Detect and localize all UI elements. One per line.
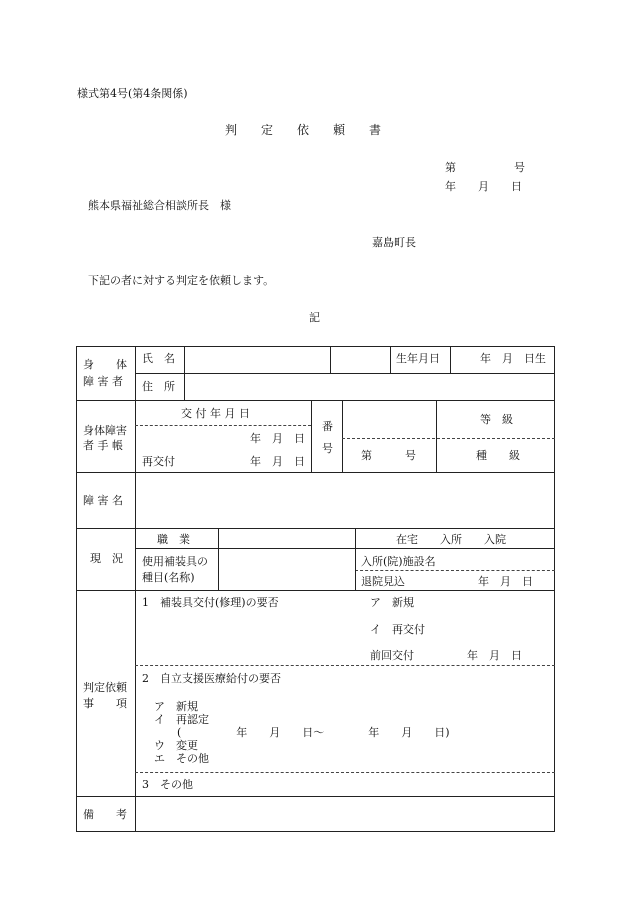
item2-period: ( 年 月 日～ 年 月 日): [177, 726, 450, 739]
item1-prev-label: 前回交付: [370, 649, 414, 662]
address-label: 住 所: [142, 380, 175, 393]
device-label-2: 種目(名称): [142, 571, 195, 584]
grade-label: 等 級: [480, 413, 513, 426]
reissue-date-value: 年 月 日: [250, 455, 305, 468]
number-label-1: 番: [322, 420, 333, 433]
item2-option-other: エ その他: [154, 752, 209, 765]
name-label: 氏 名: [142, 352, 175, 365]
person-label-1: 身 体: [83, 358, 127, 371]
occupation-label: 職 業: [157, 533, 190, 546]
item1-option-reissue: イ 再交付: [370, 623, 425, 636]
type-label: 種 級: [476, 449, 520, 462]
addressee: 熊本県福祉総合相談所長 様: [88, 199, 231, 212]
notebook-label-1: 身体障害: [83, 424, 127, 437]
number-suffix: 号: [514, 161, 525, 174]
discharge-label: 退院見込: [361, 575, 405, 588]
reissue-label: 再交付: [142, 455, 175, 468]
sender: 嘉島町長: [372, 236, 416, 249]
person-label-2: 障 害 者: [83, 375, 123, 388]
disability-label: 障 害 名: [83, 494, 123, 507]
ki-label: 記: [309, 311, 320, 324]
issue-date-value: 年 月 日: [250, 432, 305, 445]
issue-date: 年 月 日: [445, 180, 522, 193]
request-label-2: 事 項: [83, 697, 127, 710]
item2-option-change: ウ 変更: [154, 739, 198, 752]
number-value: 第 号: [361, 449, 416, 462]
request-text: 下記の者に対する判定を依頼します。: [88, 274, 275, 287]
form-number: 様式第4号(第4条関係): [77, 87, 188, 100]
number-prefix: 第: [445, 161, 456, 174]
remarks-label: 備 考: [83, 808, 127, 821]
document-title: 判 定 依 頼 書: [225, 123, 382, 137]
item1-title: 1 補装具交付(修理)の要否: [142, 596, 279, 609]
residence-options: 在宅 入所 入院: [396, 533, 506, 546]
item2-title: 2 自立支援医療給付の要否: [142, 672, 281, 685]
birth-date: 年 月 日生: [480, 352, 546, 365]
item1-prev-date: 年 月 日: [467, 649, 522, 662]
item2-option-new: ア 新規: [154, 700, 198, 713]
facility-label: 入所(院)施設名: [361, 555, 436, 568]
item1-option-new: ア 新規: [370, 596, 414, 609]
issue-date-label: 交 付 年 月 日: [181, 407, 250, 420]
notebook-label-2: 者 手 帳: [83, 439, 123, 452]
discharge-date: 年 月 日: [478, 575, 533, 588]
status-label: 現 況: [90, 552, 123, 565]
birth-label: 生年月日: [396, 352, 440, 365]
number-label-2: 号: [322, 442, 333, 455]
item3-title: 3 その他: [142, 778, 193, 791]
item2-option-recert: イ 再認定: [154, 713, 209, 726]
device-label-1: 使用補装具の: [142, 555, 208, 568]
request-label-1: 判定依頼: [83, 681, 127, 694]
